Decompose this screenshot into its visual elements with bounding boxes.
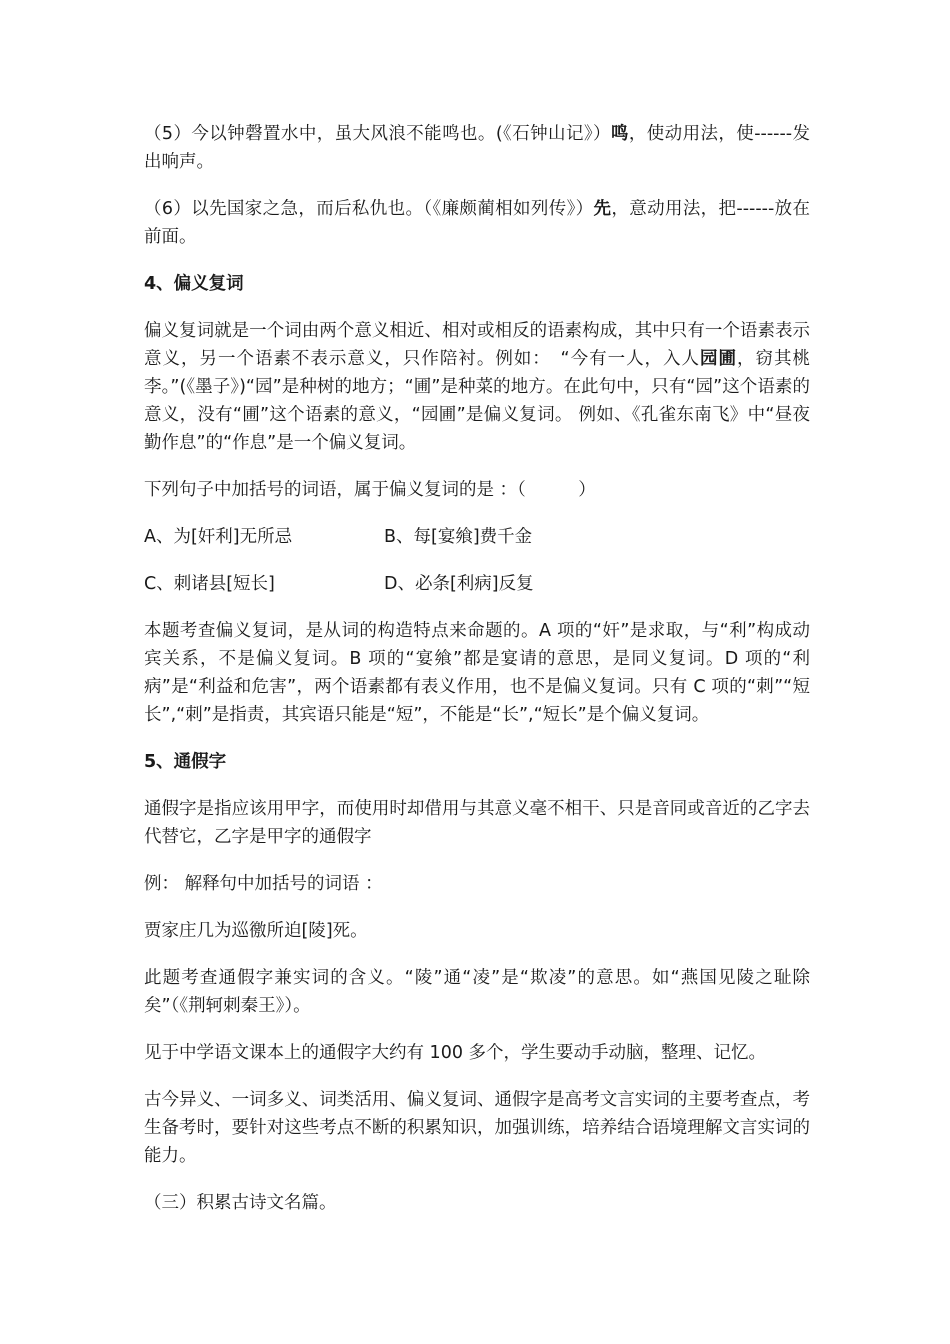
example-5-keyword: 鸣 — [610, 124, 629, 144]
example-6-text: （6）以先国家之急，而后私仇也。（《廉颇蔺相如列传》） — [144, 199, 594, 219]
option-b: B、每[宴飨]费千金 — [384, 527, 533, 547]
options-row-1 — [144, 523, 810, 551]
example-5-text: （5）今以钟磬置水中，虽大风浪不能鸣也。(《石钟山记》） — [144, 124, 611, 144]
definition-text: 偏义复词就是一个词由两个意义相近、相对或相反的语素构成，其中只有一个语素表示意义，另一个语素不表示意义，只作陪衬。例如： “今有一人，入人 — [144, 321, 810, 369]
answer-explanation-paragraph: 本题考查偏义复词，是从词的构造特点来命题的。A 项的“奸”是求取，与“利”构成动宾关系，不是偏义复词。B 项的“宴飨”都是宴请的意思，是同义复词。D 项的“利病”是“利益和危害”，两个语素都有表义作用，也不是偏义复词。只有 C 项的“刺”“短长”,“刺”是指责，其宾语只能是“短”，不能是“长”,“短长”是个偏义复词。 — [144, 621, 810, 725]
option-d: D、必条[利病]反复 — [384, 574, 534, 594]
section-heading-4: 4、偏义复词 — [144, 274, 244, 294]
example-6-paragraph — [144, 195, 810, 251]
option-c: C、刺诸县[短长] — [144, 574, 275, 594]
tongjia-definition-paragraph: 通假字是指应该用甲字，而使用时却借用与其意义毫不相干、只是音同或音近的乙字去代替它，乙字是甲字的通假字 — [144, 799, 810, 847]
example-5-paragraph — [144, 120, 810, 176]
document-page — [144, 120, 810, 1236]
example-prompt-paragraph: 例： 解释句中加括号的词语 ： — [144, 874, 383, 894]
example-6-explanation: ，意动用法，把------放在前面。 — [144, 199, 810, 247]
example-sentence-paragraph: 贾家庄几为巡徼所迫[陵]死。 — [144, 921, 368, 941]
example-6-keyword: 先 — [593, 199, 612, 219]
section-heading-3: （三）积累古诗文名篇。 — [144, 1193, 337, 1213]
example-5-explanation: ，使动用法，使------发出响声。 — [144, 124, 811, 172]
question-paragraph: 下列句子中加括号的词语，属于偏义复词的是 ：（ ） — [144, 480, 596, 500]
definition-paragraph — [144, 317, 810, 457]
options-row-2 — [144, 570, 810, 598]
count-note-paragraph: 见于中学语文课本上的通假字大约有 100 多个，学生要动手动脑，整理、记忆。 — [144, 1043, 767, 1063]
definition-text-continued: ，窃其桃李。”(《墨子》)“园”是种树的地方；“圃”是种菜的地方。在此句中，只有“园”这个语素的意义，没有“圃”这个语素的意义，“园圃”是偏义复词。 例如、《孔雀东南飞》中“昼夜勤作息”的“作息”是一个偏义复词。 — [144, 349, 810, 453]
example-answer-paragraph: 此题考查通假字兼实词的含义。“陵”通“凌”是“欺凌”的意思。如“燕国见陵之耻除矣”（《荆轲刺秦王》）。 — [144, 968, 810, 1016]
summary-paragraph: 古今异义、一词多义、词类活用、偏义复词、通假字是高考文言实词的主要考查点，考生备考时，要针对这些考点不断的积累知识，加强训练，培养结合语境理解文言实词的能力。 — [144, 1090, 810, 1166]
section-heading-5: 5、通假字 — [144, 752, 227, 772]
option-a: A、为[奸利]无所忌 — [144, 527, 293, 547]
definition-keyword: 园圃 — [700, 349, 738, 369]
